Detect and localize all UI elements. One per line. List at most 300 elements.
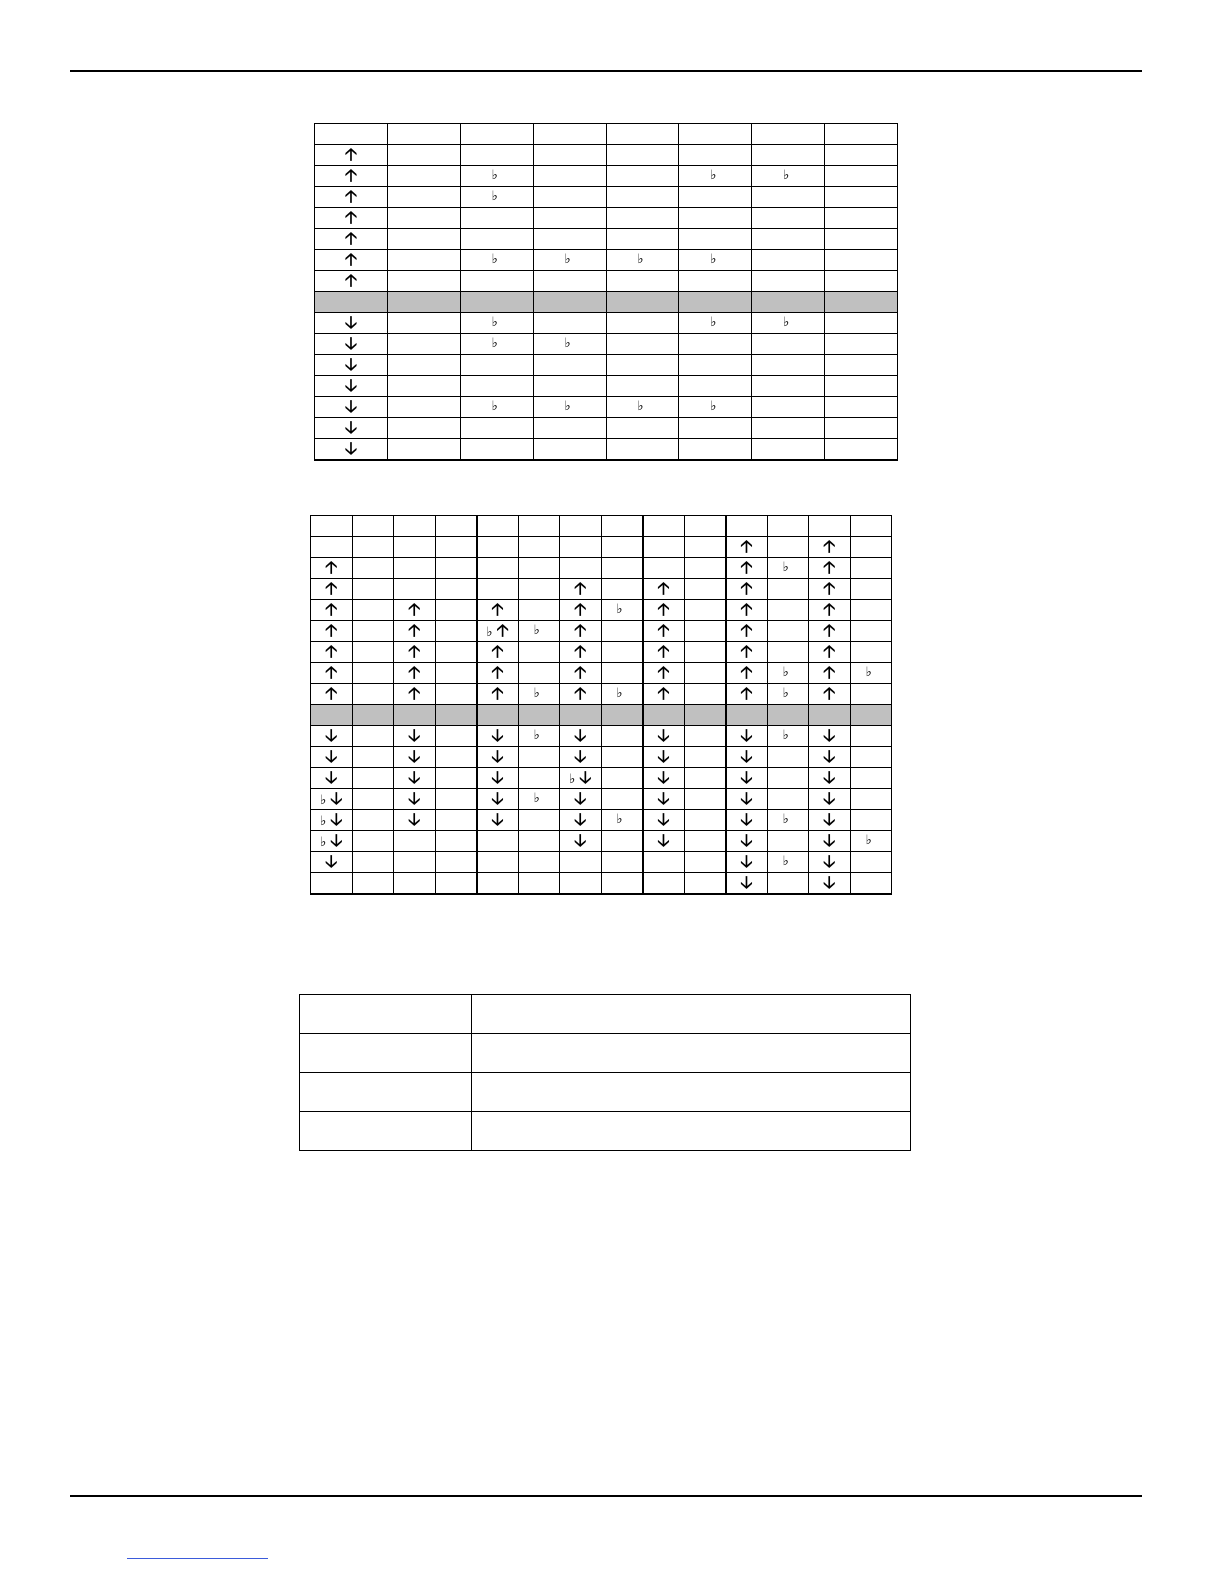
table-cell bbox=[825, 145, 898, 166]
table-cell bbox=[643, 747, 685, 768]
down-arrow-icon: 🡣 bbox=[491, 809, 504, 830]
table-cell bbox=[560, 642, 602, 663]
down-arrow-icon: 🡣 bbox=[574, 809, 587, 830]
down-arrow-icon: 🡣 bbox=[823, 788, 836, 809]
table-cell bbox=[825, 166, 898, 187]
table-cell bbox=[643, 642, 685, 663]
down-arrow-icon: 🡣 bbox=[325, 725, 338, 746]
table-cell bbox=[435, 684, 477, 705]
table-cell bbox=[726, 684, 768, 705]
flat-sign-icon: ♭ bbox=[710, 252, 717, 267]
up-arrow-icon: 🡡 bbox=[657, 683, 670, 704]
flat-sign-icon: ♭ bbox=[486, 624, 493, 640]
up-arrow-icon: 🡡 bbox=[408, 662, 421, 683]
table-cell bbox=[477, 642, 519, 663]
table-cell bbox=[606, 124, 679, 145]
table-cell bbox=[311, 684, 353, 705]
table-cell bbox=[315, 145, 388, 166]
table-cell bbox=[752, 250, 825, 271]
table-cell bbox=[767, 558, 809, 579]
table-cell bbox=[533, 166, 606, 187]
down-arrow-icon: 🡣 bbox=[823, 851, 836, 872]
table-cell bbox=[643, 768, 685, 789]
table-cell bbox=[533, 439, 606, 461]
table-cell bbox=[606, 187, 679, 208]
flat-sign-icon: ♭ bbox=[782, 728, 789, 743]
up-arrow-icon: 🡡 bbox=[408, 683, 421, 704]
table-row bbox=[315, 166, 898, 187]
up-arrow-icon: 🡡 bbox=[408, 641, 421, 662]
table-cell bbox=[825, 229, 898, 250]
table-cell bbox=[311, 705, 353, 726]
interval-table-2 bbox=[310, 515, 892, 895]
down-arrow-icon: 🡣 bbox=[823, 746, 836, 767]
table-cell bbox=[300, 1073, 472, 1112]
table-cell bbox=[560, 873, 602, 895]
table-cell bbox=[460, 355, 533, 376]
flat-sign-icon: ♭ bbox=[782, 665, 789, 680]
table-cell bbox=[394, 537, 436, 558]
table-cell bbox=[352, 726, 394, 747]
table-cell bbox=[809, 516, 851, 537]
table-row bbox=[311, 558, 892, 579]
table-cell bbox=[767, 537, 809, 558]
table-cell bbox=[726, 726, 768, 747]
up-arrow-icon: 🡡 bbox=[823, 662, 836, 683]
table-cell bbox=[394, 705, 436, 726]
table-cell bbox=[767, 873, 809, 895]
table-cell bbox=[560, 705, 602, 726]
table-cell bbox=[435, 621, 477, 642]
table-row bbox=[315, 439, 898, 461]
down-arrow-icon: 🡣 bbox=[823, 872, 836, 893]
table-cell bbox=[560, 516, 602, 537]
flat-sign-icon: ♭ bbox=[616, 686, 623, 701]
up-arrow-icon: 🡡 bbox=[574, 641, 587, 662]
table-cell bbox=[311, 726, 353, 747]
table-cell bbox=[606, 271, 679, 292]
down-arrow-icon: 🡣 bbox=[740, 809, 753, 830]
table-cell bbox=[352, 768, 394, 789]
table-cell bbox=[311, 537, 353, 558]
table-cell bbox=[315, 292, 388, 313]
table-cell bbox=[809, 558, 851, 579]
table-cell bbox=[518, 831, 560, 852]
table-cell bbox=[315, 334, 388, 355]
table-cell bbox=[643, 663, 685, 684]
table-cell bbox=[726, 642, 768, 663]
table-cell bbox=[518, 600, 560, 621]
flat-sign-icon: ♭ bbox=[782, 560, 789, 575]
table-cell bbox=[679, 376, 752, 397]
flat-sign-icon: ♭ bbox=[320, 834, 327, 850]
table-cell bbox=[477, 537, 519, 558]
table-row bbox=[315, 187, 898, 208]
table-cell bbox=[684, 747, 726, 768]
down-arrow-icon: 🡣 bbox=[330, 830, 343, 851]
table-cell bbox=[311, 663, 353, 684]
table-cell bbox=[387, 376, 460, 397]
table-cell bbox=[643, 621, 685, 642]
table-row bbox=[315, 250, 898, 271]
table-cell bbox=[352, 873, 394, 895]
down-arrow-icon: 🡣 bbox=[657, 830, 670, 851]
table-cell bbox=[352, 537, 394, 558]
table-cell bbox=[460, 145, 533, 166]
table-cell bbox=[477, 558, 519, 579]
table-cell bbox=[752, 208, 825, 229]
table-cell bbox=[533, 271, 606, 292]
table-cell bbox=[560, 621, 602, 642]
down-arrow-icon: 🡣 bbox=[491, 746, 504, 767]
flat-sign-icon: ♭ bbox=[533, 623, 540, 638]
up-arrow-icon: 🡡 bbox=[325, 557, 338, 578]
table-cell bbox=[726, 747, 768, 768]
table-row bbox=[315, 229, 898, 250]
table-cell bbox=[767, 831, 809, 852]
table-cell bbox=[767, 726, 809, 747]
down-arrow-icon: 🡣 bbox=[574, 746, 587, 767]
table-cell bbox=[684, 621, 726, 642]
table-cell bbox=[679, 208, 752, 229]
table-cell bbox=[684, 684, 726, 705]
table-cell bbox=[560, 789, 602, 810]
table-row bbox=[311, 852, 892, 873]
header-row bbox=[315, 124, 898, 145]
table-cell bbox=[560, 726, 602, 747]
flat-sign-icon: ♭ bbox=[710, 168, 717, 183]
table-cell bbox=[394, 810, 436, 831]
down-arrow-icon: 🡣 bbox=[823, 809, 836, 830]
table-cell bbox=[850, 621, 892, 642]
table-cell bbox=[726, 558, 768, 579]
table-cell bbox=[684, 516, 726, 537]
table-cell bbox=[311, 873, 353, 895]
table-cell bbox=[560, 600, 602, 621]
down-arrow-icon: 🡣 bbox=[344, 333, 358, 354]
table-cell bbox=[435, 642, 477, 663]
table-cell bbox=[825, 376, 898, 397]
table-cell bbox=[560, 747, 602, 768]
table-cell bbox=[435, 852, 477, 873]
table-row bbox=[311, 831, 892, 852]
table-cell bbox=[809, 537, 851, 558]
table-cell bbox=[477, 789, 519, 810]
down-arrow-icon: 🡣 bbox=[823, 767, 836, 788]
table-cell bbox=[606, 334, 679, 355]
table-cell bbox=[518, 852, 560, 873]
table-cell bbox=[460, 124, 533, 145]
table-cell bbox=[726, 831, 768, 852]
table-cell bbox=[850, 516, 892, 537]
table-cell bbox=[825, 418, 898, 439]
up-arrow-icon: 🡡 bbox=[491, 599, 504, 620]
flat-sign-icon: ♭ bbox=[782, 854, 789, 869]
table-cell bbox=[387, 271, 460, 292]
table-cell bbox=[752, 229, 825, 250]
up-arrow-icon: 🡡 bbox=[823, 536, 836, 557]
table-cell bbox=[387, 187, 460, 208]
up-arrow-icon: 🡡 bbox=[740, 683, 753, 704]
table-cell bbox=[684, 726, 726, 747]
up-arrow-icon: 🡡 bbox=[657, 599, 670, 620]
table-cell bbox=[477, 600, 519, 621]
table-row bbox=[311, 684, 892, 705]
table-cell bbox=[387, 292, 460, 313]
table-cell bbox=[809, 831, 851, 852]
table-cell bbox=[809, 852, 851, 873]
table-cell bbox=[606, 250, 679, 271]
down-arrow-icon: 🡣 bbox=[491, 725, 504, 746]
up-arrow-icon: 🡡 bbox=[344, 186, 358, 207]
table-cell bbox=[679, 418, 752, 439]
table-cell bbox=[518, 873, 560, 895]
table-cell bbox=[726, 768, 768, 789]
table-cell bbox=[752, 397, 825, 418]
down-arrow-icon: 🡣 bbox=[657, 809, 670, 830]
table-cell bbox=[311, 579, 353, 600]
table-cell bbox=[533, 397, 606, 418]
up-arrow-icon: 🡡 bbox=[491, 683, 504, 704]
up-arrow-icon: 🡡 bbox=[344, 165, 358, 186]
up-arrow-icon: 🡡 bbox=[823, 620, 836, 641]
table-cell bbox=[809, 726, 851, 747]
flat-sign-icon: ♭ bbox=[533, 728, 540, 743]
table-cell bbox=[601, 642, 643, 663]
table-row bbox=[315, 208, 898, 229]
table-cell bbox=[601, 852, 643, 873]
table-cell bbox=[684, 663, 726, 684]
down-arrow-icon: 🡣 bbox=[574, 788, 587, 809]
table-cell bbox=[315, 250, 388, 271]
table-cell bbox=[606, 229, 679, 250]
up-arrow-icon: 🡡 bbox=[657, 620, 670, 641]
table-cell bbox=[352, 663, 394, 684]
table-cell bbox=[643, 726, 685, 747]
table-cell bbox=[684, 831, 726, 852]
table-cell bbox=[533, 355, 606, 376]
table-cell bbox=[435, 726, 477, 747]
table-cell bbox=[533, 313, 606, 334]
table-cell bbox=[460, 187, 533, 208]
table-cell bbox=[477, 705, 519, 726]
table-cell bbox=[460, 439, 533, 461]
flat-sign-icon: ♭ bbox=[783, 315, 790, 330]
table-row bbox=[315, 376, 898, 397]
up-arrow-icon: 🡡 bbox=[823, 683, 836, 704]
table-cell bbox=[387, 166, 460, 187]
table-cell bbox=[518, 810, 560, 831]
table-cell bbox=[518, 537, 560, 558]
table-cell bbox=[435, 537, 477, 558]
table-cell bbox=[643, 600, 685, 621]
table-cell bbox=[300, 1112, 472, 1151]
table-cell bbox=[311, 642, 353, 663]
table-cell bbox=[767, 516, 809, 537]
table-cell bbox=[825, 355, 898, 376]
table-cell bbox=[726, 516, 768, 537]
table-cell bbox=[300, 1034, 472, 1073]
table-cell bbox=[311, 558, 353, 579]
up-arrow-icon: 🡡 bbox=[657, 578, 670, 599]
table-cell bbox=[352, 684, 394, 705]
table-cell bbox=[684, 768, 726, 789]
flat-sign-icon: ♭ bbox=[865, 833, 872, 848]
table-row bbox=[315, 355, 898, 376]
table-cell bbox=[809, 873, 851, 895]
table-cell bbox=[825, 313, 898, 334]
table-cell bbox=[726, 705, 768, 726]
table-cell bbox=[809, 621, 851, 642]
table-cell bbox=[311, 747, 353, 768]
table-cell bbox=[315, 439, 388, 461]
table-cell bbox=[767, 684, 809, 705]
table-cell bbox=[679, 355, 752, 376]
footer-link[interactable] bbox=[127, 1558, 268, 1559]
table-cell bbox=[726, 537, 768, 558]
up-arrow-icon: 🡡 bbox=[574, 578, 587, 599]
table-cell bbox=[387, 355, 460, 376]
divider-row bbox=[315, 292, 898, 313]
table-cell bbox=[809, 810, 851, 831]
down-arrow-icon: 🡣 bbox=[491, 788, 504, 809]
table-cell bbox=[533, 418, 606, 439]
table-cell bbox=[606, 292, 679, 313]
table-cell bbox=[533, 250, 606, 271]
down-arrow-icon: 🡣 bbox=[740, 725, 753, 746]
table-cell bbox=[726, 621, 768, 642]
table-cell bbox=[767, 789, 809, 810]
down-arrow-icon: 🡣 bbox=[344, 417, 358, 438]
table-cell bbox=[477, 579, 519, 600]
table-cell bbox=[601, 516, 643, 537]
table-cell bbox=[435, 810, 477, 831]
table-cell bbox=[825, 439, 898, 461]
table-cell bbox=[352, 705, 394, 726]
table-cell bbox=[679, 250, 752, 271]
table-cell bbox=[726, 810, 768, 831]
table-cell bbox=[684, 600, 726, 621]
table-cell bbox=[601, 810, 643, 831]
table-cell bbox=[352, 516, 394, 537]
table-cell bbox=[460, 271, 533, 292]
table-cell bbox=[477, 663, 519, 684]
flat-sign-icon: ♭ bbox=[616, 602, 623, 617]
table-cell bbox=[850, 684, 892, 705]
table-cell bbox=[460, 334, 533, 355]
table-cell bbox=[477, 768, 519, 789]
down-arrow-icon: 🡣 bbox=[740, 830, 753, 851]
legend-table bbox=[299, 994, 911, 1151]
up-arrow-icon: 🡡 bbox=[657, 641, 670, 662]
table-cell bbox=[311, 789, 353, 810]
table-cell bbox=[752, 439, 825, 461]
table-cell bbox=[387, 124, 460, 145]
table-cell bbox=[601, 747, 643, 768]
table-cell bbox=[435, 705, 477, 726]
table-cell bbox=[435, 579, 477, 600]
table-cell bbox=[601, 831, 643, 852]
table-cell bbox=[315, 313, 388, 334]
table-cell bbox=[767, 747, 809, 768]
table-cell bbox=[850, 642, 892, 663]
table-row bbox=[311, 768, 892, 789]
table-cell bbox=[315, 397, 388, 418]
table-cell bbox=[533, 229, 606, 250]
table-cell bbox=[518, 768, 560, 789]
up-arrow-icon: 🡡 bbox=[657, 662, 670, 683]
table-cell bbox=[394, 621, 436, 642]
table-cell bbox=[606, 166, 679, 187]
down-arrow-icon: 🡣 bbox=[657, 767, 670, 788]
table-cell bbox=[606, 418, 679, 439]
table-cell bbox=[679, 313, 752, 334]
table-cell bbox=[435, 516, 477, 537]
table-cell bbox=[518, 516, 560, 537]
table-cell bbox=[352, 810, 394, 831]
flat-sign-icon: ♭ bbox=[491, 189, 498, 204]
flat-sign-icon: ♭ bbox=[616, 812, 623, 827]
down-arrow-icon: 🡣 bbox=[657, 725, 670, 746]
table-cell bbox=[767, 600, 809, 621]
up-arrow-icon: 🡡 bbox=[325, 599, 338, 620]
table-cell bbox=[850, 810, 892, 831]
table-cell bbox=[643, 579, 685, 600]
table-cell bbox=[767, 810, 809, 831]
table-cell bbox=[435, 789, 477, 810]
table-cell bbox=[560, 663, 602, 684]
table-cell bbox=[477, 621, 519, 642]
table-cell bbox=[850, 747, 892, 768]
up-arrow-icon: 🡡 bbox=[344, 228, 358, 249]
up-arrow-icon: 🡡 bbox=[491, 641, 504, 662]
down-arrow-icon: 🡣 bbox=[740, 872, 753, 893]
flat-sign-icon: ♭ bbox=[533, 686, 540, 701]
down-arrow-icon: 🡣 bbox=[740, 767, 753, 788]
table-cell bbox=[809, 600, 851, 621]
table-cell bbox=[394, 873, 436, 895]
table-cell bbox=[352, 558, 394, 579]
up-arrow-icon: 🡡 bbox=[325, 662, 338, 683]
up-arrow-icon: 🡡 bbox=[325, 641, 338, 662]
down-arrow-icon: 🡣 bbox=[344, 375, 358, 396]
table-cell bbox=[460, 292, 533, 313]
table-cell bbox=[679, 187, 752, 208]
table-cell bbox=[518, 663, 560, 684]
table-cell bbox=[518, 726, 560, 747]
table-cell bbox=[435, 663, 477, 684]
table-cell bbox=[387, 313, 460, 334]
table-cell bbox=[726, 663, 768, 684]
table-cell bbox=[394, 747, 436, 768]
table-cell bbox=[352, 600, 394, 621]
table-cell bbox=[752, 166, 825, 187]
table-cell bbox=[679, 229, 752, 250]
table-cell bbox=[477, 747, 519, 768]
table-cell bbox=[311, 768, 353, 789]
table-cell bbox=[533, 145, 606, 166]
table-row bbox=[311, 663, 892, 684]
table-cell bbox=[850, 873, 892, 895]
table-cell bbox=[435, 768, 477, 789]
table-cell bbox=[752, 376, 825, 397]
table-cell bbox=[684, 558, 726, 579]
table-cell bbox=[752, 418, 825, 439]
table-cell bbox=[752, 271, 825, 292]
table-cell bbox=[560, 684, 602, 705]
down-arrow-icon: 🡣 bbox=[574, 725, 587, 746]
flat-sign-icon: ♭ bbox=[320, 813, 327, 829]
